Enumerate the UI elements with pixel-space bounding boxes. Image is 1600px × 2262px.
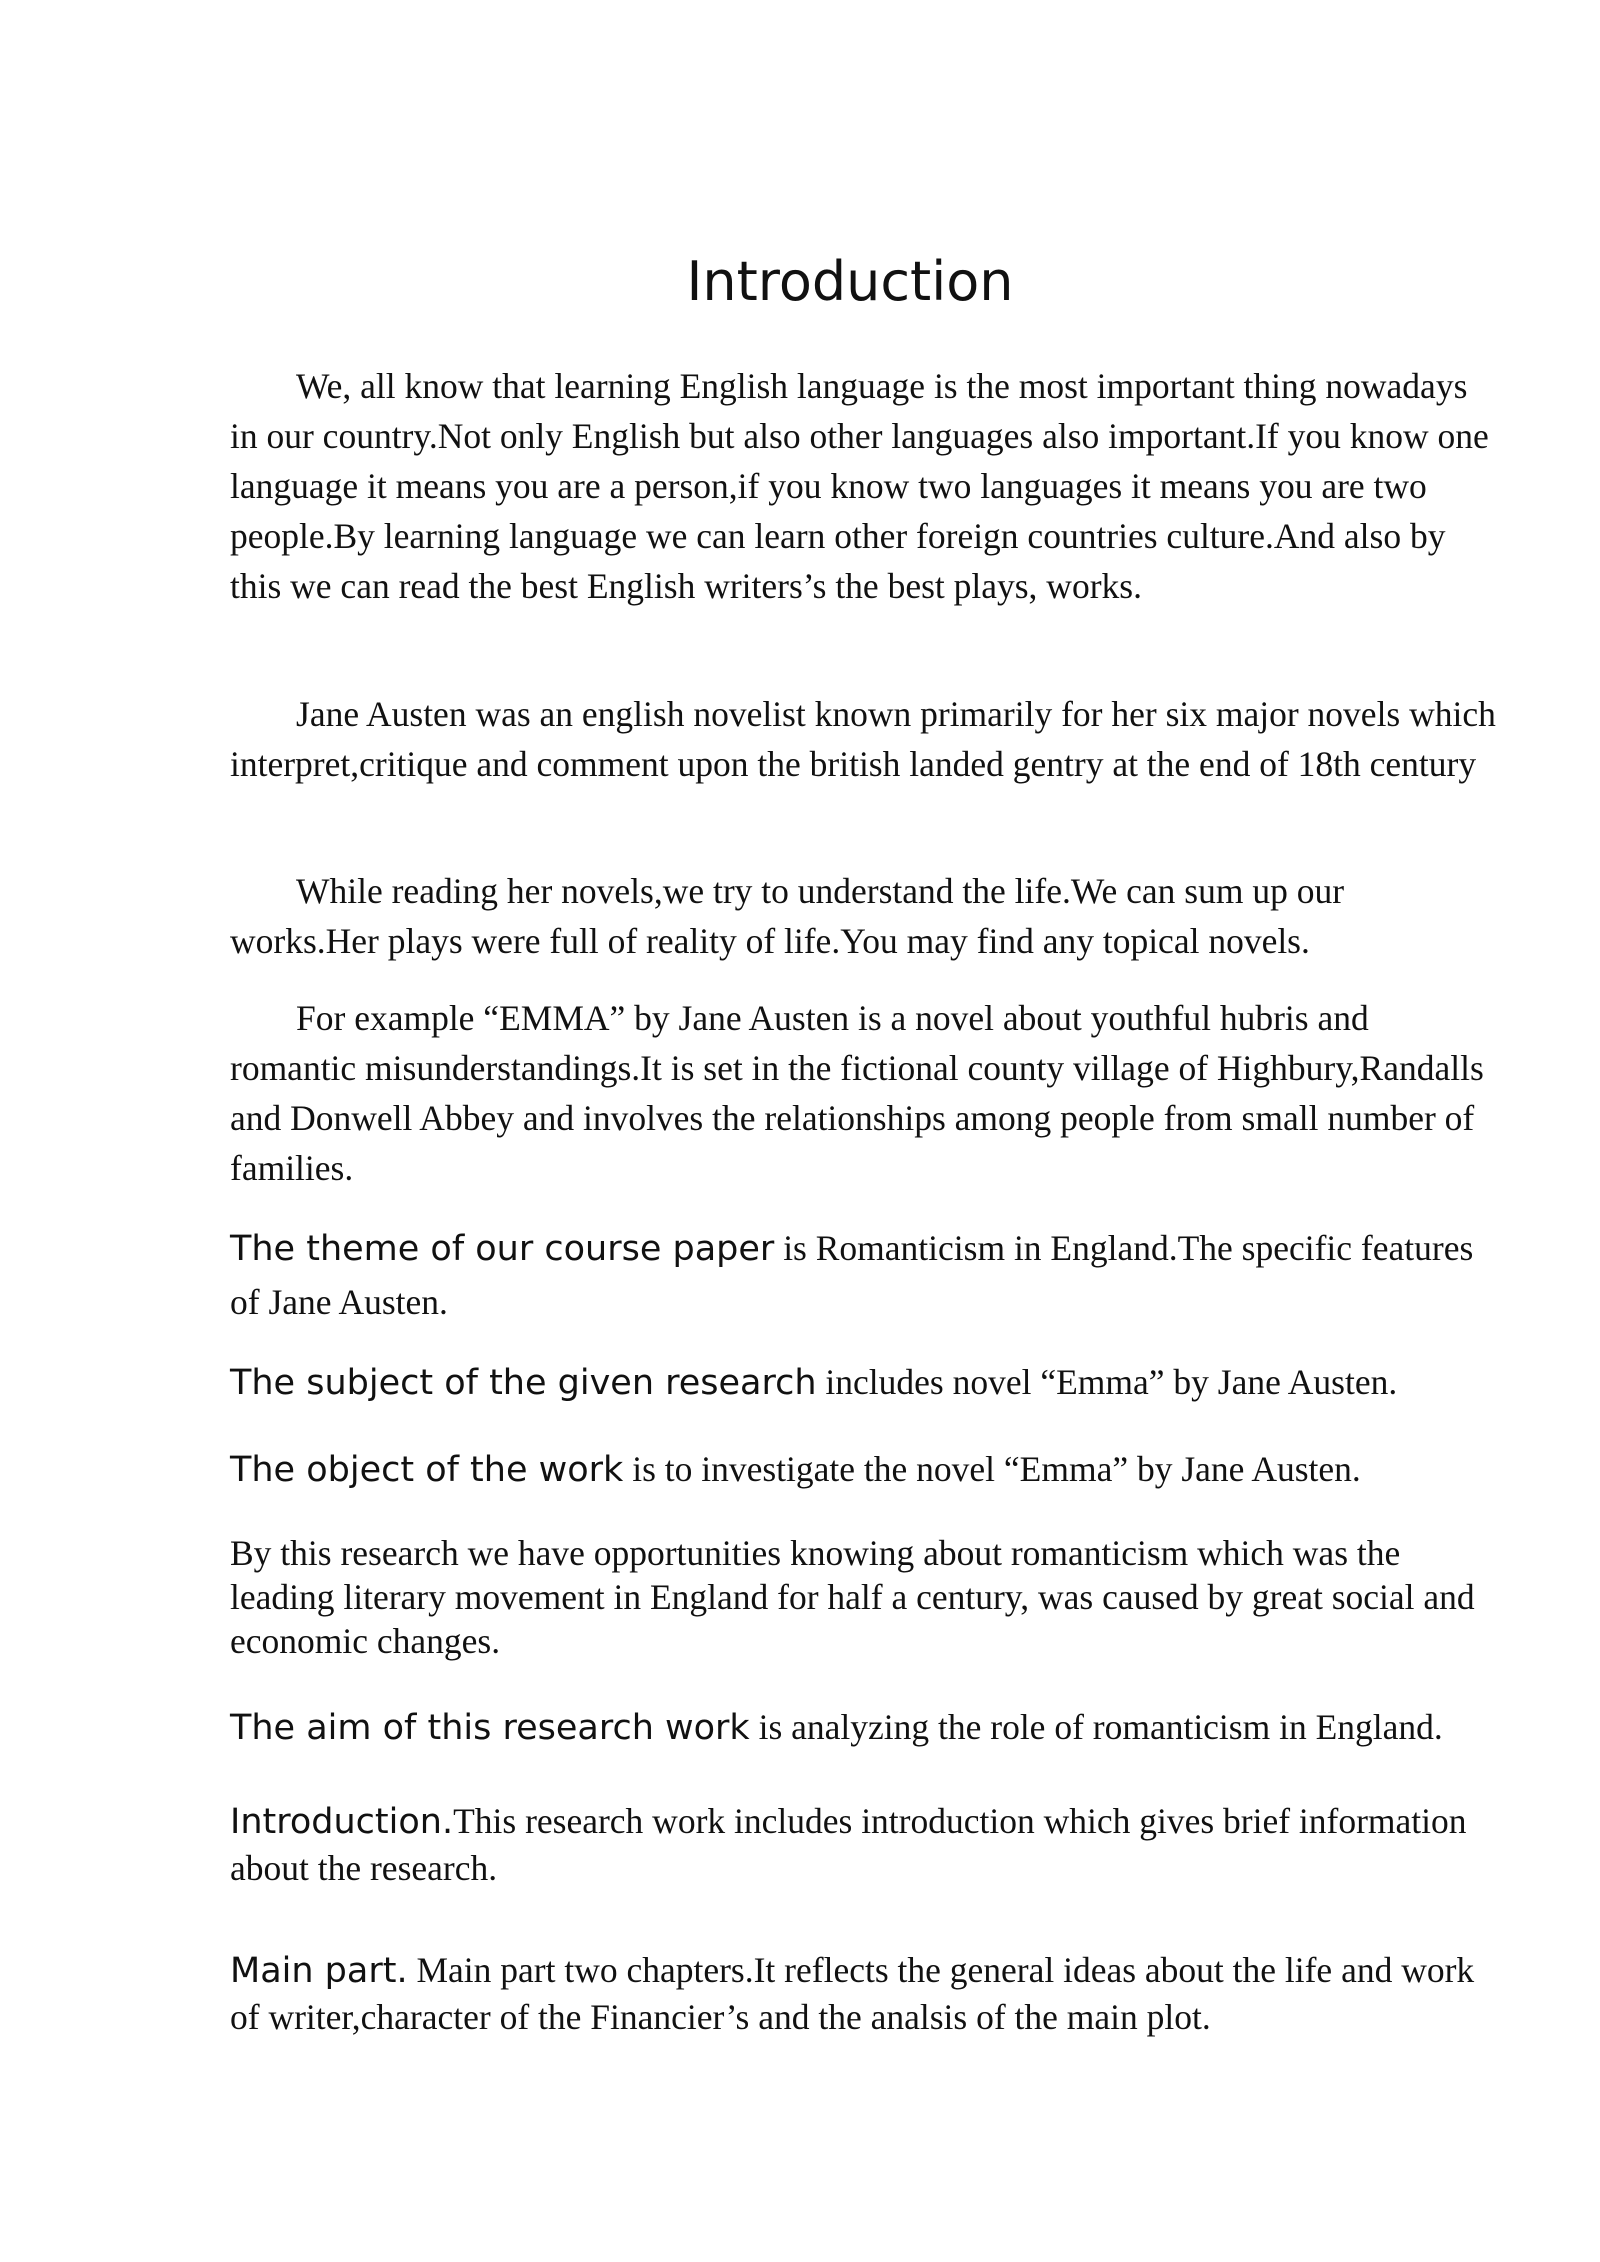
paragraph-text: is analyzing the role of romanticism in England. [749,1707,1443,1747]
paragraph-lead: The aim of this research work [230,1708,750,1748]
paragraph-jane-austen [230,689,1500,789]
paragraph-subject [230,1357,1500,1408]
paragraph-lead: Introduction. [230,1802,454,1842]
paragraph-lead: The object of the work [230,1450,624,1490]
paragraph-main-part [230,1947,1500,2040]
paragraph-text: We, all know that learning English language is the most important thing nowadays in our country.Not only English but also other languages also important.If you know one language it means you are a person,if you know two languages it means you are two people.By learning language we can learn other foreign countries culture.And also by this we can read the best English writers’s the best plays, works. [230,366,1489,606]
paragraph-text: is to investigate the novel “Emma” by Jane Austen. [623,1449,1361,1489]
paragraph-lead: The theme of our course paper [230,1229,775,1269]
paragraph-text: includes novel “Emma” by Jane Austen. [816,1362,1398,1402]
paragraph-learning-languages [230,361,1500,611]
paragraph-research-opportunities [230,1531,1500,1663]
page-title: Introduction [686,250,1014,313]
paragraph-emma-example [230,993,1500,1193]
paragraph-text: Jane Austen was an english novelist known primarily for her six major novels which interpret,critique and comment upon the british landed gentry at the end of 18th century [230,694,1496,784]
paragraph-theme [230,1222,1500,1329]
paragraph-text: For example “EMMA” by Jane Austen is a novel about youthful hubris and romantic misunderstandings.It is set in the fictional county village of Highbury,Randalls and Donwell Abbey and involves the relationships among people from small number of families. [230,998,1484,1188]
paragraph-text: While reading her novels,we try to understand the life.We can sum up our works.Her plays were full of reality of life.You may find any topical novels. [230,871,1345,961]
paragraph-text: By this research we have opportunities knowing about romanticism which was the leading literary movement in England for half a century, was caused by great social and economic changes. [230,1533,1475,1661]
paragraph-text: is Romanticism in England.The specific features of Jane Austen. [230,1228,1474,1322]
paragraph-reading-novels [230,866,1500,966]
paragraph-text: Main part two chapters.It reflects the general ideas about the life and work of writer,character of the Financier’s and the analsis of the main plot. [230,1950,1475,2037]
paragraph-text: This research work includes introduction which gives brief information about the research. [230,1801,1467,1888]
paragraph-lead: The subject of the given research [230,1363,817,1403]
paragraph-lead: Main part. [230,1951,408,1991]
paragraph-object [230,1444,1500,1495]
paragraph-introduction [230,1798,1500,1891]
paragraph-aim [230,1702,1500,1753]
